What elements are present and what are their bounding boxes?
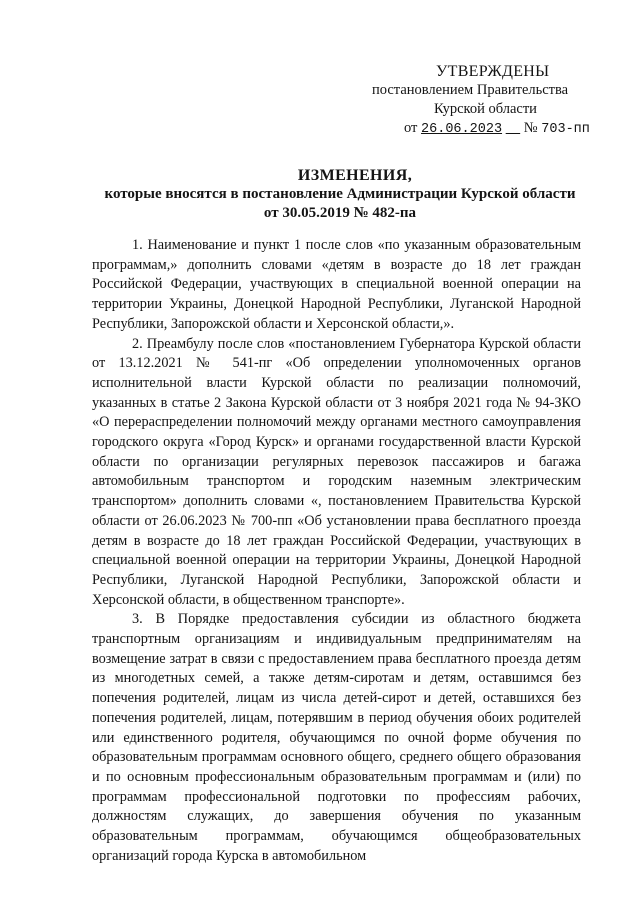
approval-line-1: постановлением Правительства (372, 82, 569, 98)
approval-number: 703-пп (541, 122, 590, 137)
paragraph-2: 2. Преамбулу после слов «постановлением Губернатора Курской области от 13.12.2021 № 541-пг «Об определении уполномоченных органов исполнительной власти Курской области по реализации полномочий, указанных в статье 2 Закона Курской области от 3 ноября 2021 года № 94-ЗКО «О перераспределении полномочий между органами местного самоуправления городского округа «Город Курск» и органами государственной власти Курской области по организации регулярных перевозок пассажиров и багажа автомобильным транспортом и городским наземным электрическим транспортом» дополнить словами «, постановлением Правительства Курской области от 26.06.2023 № 700-пп «Об установлении права бесплатного проезда детям в возрасте до 18 лет граждан Российской Федерации, участвующих в специальной военной операции на территории Украины, Донецкой Народной Республики, Луганской Народной Республики, Запорожской области и Херсонской области, в общественном транспорте». (92, 335, 581, 608)
approval-number-label: № (523, 120, 538, 136)
approval-stamp (372, 62, 622, 139)
approval-line-2: Курской области (434, 101, 537, 117)
paragraph-3: 3. В Порядке предоставления субсидии из областного бюджета транспортным организациям и индивидуальным предпринимателям на возмещение затрат в связи с предоставлением права бесплатного проезда детям из многодетных семей, а также детям-сиротам и детям, оставшимся без попечения родителей, лицам из числа детей-сирот и детей, оставшихся без попечения родителей, лицам, потерявшим в период обучения обоих родителей или единственного родителя, обучающимся по очной форме обучения по образовательным программам основного общего, среднего общего образования и по основным профессиональным образовательным программам и (или) по программам профессиональной подготовки по профессиям рабочих, должностям служащих, до завершения обучения по указанным образовательным программам, обучающимся общеобразовательных организаций города Курска в автомобильном (92, 611, 581, 864)
approval-title: УТВЕРЖДЕНЫ (436, 63, 550, 80)
heading-line-1: которые вносятся в постановление Администрации Курской области (104, 186, 576, 202)
approval-date: 26.06.2023 (421, 122, 503, 137)
document-body (92, 236, 581, 867)
approval-from-label: от (404, 120, 418, 136)
document-heading (60, 166, 620, 223)
approval-date-line (372, 119, 622, 139)
heading-line-2: от 30.05.2019 № 482-па (263, 205, 417, 221)
heading-title: ИЗМЕНЕНИЯ, (297, 167, 413, 184)
paragraph-1: 1. Наименование и пункт 1 после слов «по указанным образовательным программам,» дополнить словами «детям в возрасте до 18 лет граждан Российской Федерации, участвующих в специальной военной операции на территории Украины, Донецкой Народной Республики, Луганской Народной Республики, Запорожской области и Херсонской области,». (92, 237, 581, 332)
